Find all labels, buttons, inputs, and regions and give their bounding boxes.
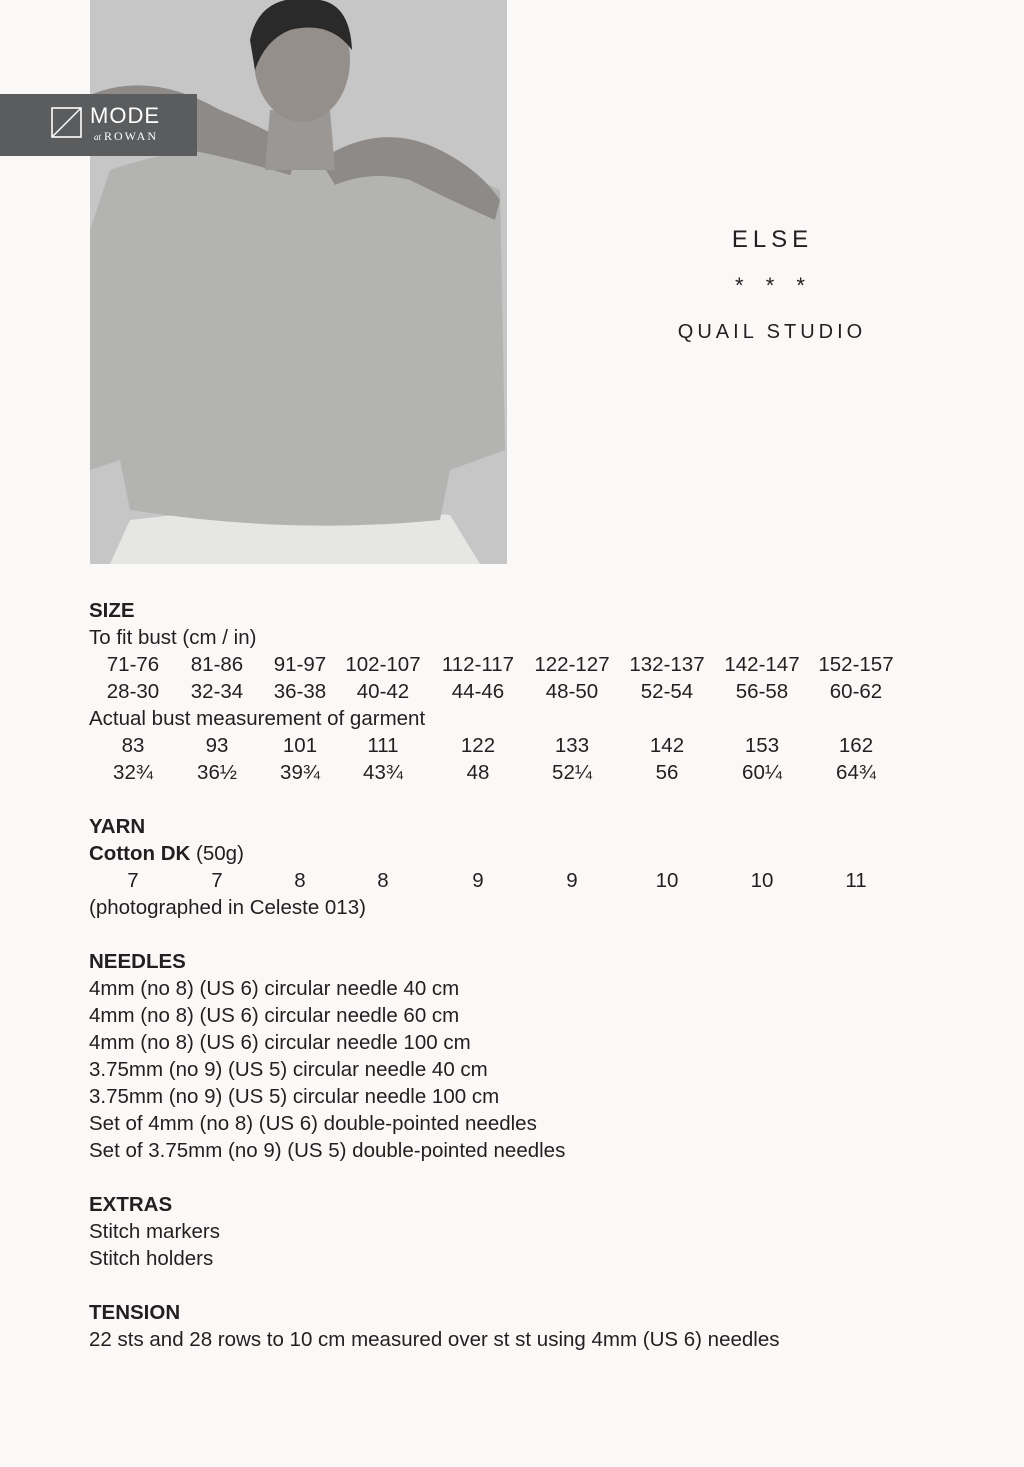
logo-mark-icon — [51, 107, 82, 138]
size-cell: 71-76 — [106, 653, 160, 676]
size-cell: 102-107 — [345, 653, 421, 676]
size-cell: 28-30 — [106, 680, 160, 703]
fit-bust-label: To fit bust (cm / in) — [89, 626, 257, 649]
size-cell: 122 — [460, 734, 496, 757]
size-cell: 111 — [367, 734, 399, 757]
needles-heading: NEEDLES — [89, 950, 186, 973]
size-cell: 48-50 — [545, 680, 599, 703]
size-cell: 7 — [127, 869, 139, 892]
size-cell: 10 — [655, 869, 679, 892]
size-cell: 83 — [121, 734, 145, 757]
actual-cm-row — [89, 732, 949, 759]
size-cell: 93 — [205, 734, 229, 757]
yarn-balls-row — [89, 867, 949, 894]
size-cell: 91-97 — [273, 653, 327, 676]
size-cell: 11 — [845, 869, 867, 892]
tension-text: 22 sts and 28 rows to 10 cm measured over st st using 4mm (US 6) needles — [89, 1328, 780, 1351]
size-cell: 39¾ — [280, 761, 320, 784]
needle-item: 3.75mm (no 9) (US 5) circular needle 40 cm — [89, 1058, 488, 1081]
size-cell: 153 — [744, 734, 780, 757]
size-cell: 132-137 — [629, 653, 705, 676]
yarn-name: Cotton DK (50g) — [89, 842, 244, 865]
size-cell: 133 — [554, 734, 590, 757]
size-cell: 142-147 — [724, 653, 800, 676]
needle-item: 4mm (no 8) (US 6) circular needle 40 cm — [89, 977, 460, 1000]
size-cell: 81-86 — [190, 653, 244, 676]
size-cell: 8 — [377, 869, 389, 892]
size-cell: 56-58 — [735, 680, 789, 703]
logo-subtitle: at ROWAN — [94, 129, 159, 143]
needle-item: 3.75mm (no 9) (US 5) circular needle 100 cm — [89, 1085, 500, 1108]
extras-heading: EXTRAS — [89, 1193, 173, 1216]
logo-wordmark: MODE — [90, 103, 160, 128]
extras-item: Stitch markers — [89, 1220, 220, 1243]
size-cell: 152-157 — [818, 653, 894, 676]
yarn-note: (photographed in Celeste 013) — [89, 896, 366, 919]
size-cell: 101 — [282, 734, 318, 757]
size-cell: 52-54 — [640, 680, 694, 703]
size-cell: 36½ — [197, 761, 237, 784]
pattern-specs — [89, 597, 949, 1353]
needle-item: Set of 3.75mm (no 9) (US 5) double-pointed needles — [89, 1139, 566, 1162]
fit-cm-row — [89, 651, 949, 678]
needle-item: Set of 4mm (no 8) (US 6) double-pointed needles — [89, 1112, 537, 1135]
pattern-title: ELSE — [731, 226, 814, 253]
size-cell: 122-127 — [534, 653, 610, 676]
size-cell: 64¾ — [836, 761, 876, 784]
designer-name: QUAIL STUDIO — [677, 321, 867, 343]
size-heading: SIZE — [89, 599, 135, 622]
extras-item: Stitch holders — [89, 1247, 214, 1270]
actual-bust-label: Actual bust measurement of garment — [89, 707, 426, 730]
size-cell: 9 — [472, 869, 484, 892]
size-cell: 8 — [294, 869, 306, 892]
size-cell: 32-34 — [190, 680, 244, 703]
title-separator: * * * — [735, 273, 813, 298]
size-cell: 43¾ — [363, 761, 403, 784]
actual-in-row — [89, 759, 949, 786]
size-cell: 52¼ — [552, 761, 592, 784]
model-photo — [90, 0, 507, 564]
size-cell: 44-46 — [451, 680, 505, 703]
yarn-heading: YARN — [89, 815, 146, 838]
size-cell: 112-117 — [441, 653, 515, 676]
brand-logo — [0, 94, 197, 156]
size-cell: 9 — [566, 869, 578, 892]
size-cell: 7 — [211, 869, 223, 892]
size-cell: 56 — [655, 761, 679, 784]
size-cell: 142 — [649, 734, 685, 757]
pattern-title-block — [660, 225, 880, 344]
needle-item: 4mm (no 8) (US 6) circular needle 60 cm — [89, 1004, 460, 1027]
fit-in-row — [89, 678, 949, 705]
size-cell: 60-62 — [829, 680, 883, 703]
size-cell: 162 — [838, 734, 874, 757]
size-cell: 60¼ — [742, 761, 782, 784]
size-cell: 48 — [466, 761, 490, 784]
size-cell: 36-38 — [273, 680, 327, 703]
tension-heading: TENSION — [89, 1301, 181, 1324]
needle-item: 4mm (no 8) (US 6) circular needle 100 cm — [89, 1031, 471, 1054]
size-cell: 32¾ — [113, 761, 153, 784]
size-cell: 10 — [750, 869, 774, 892]
size-cell: 40-42 — [356, 680, 410, 703]
